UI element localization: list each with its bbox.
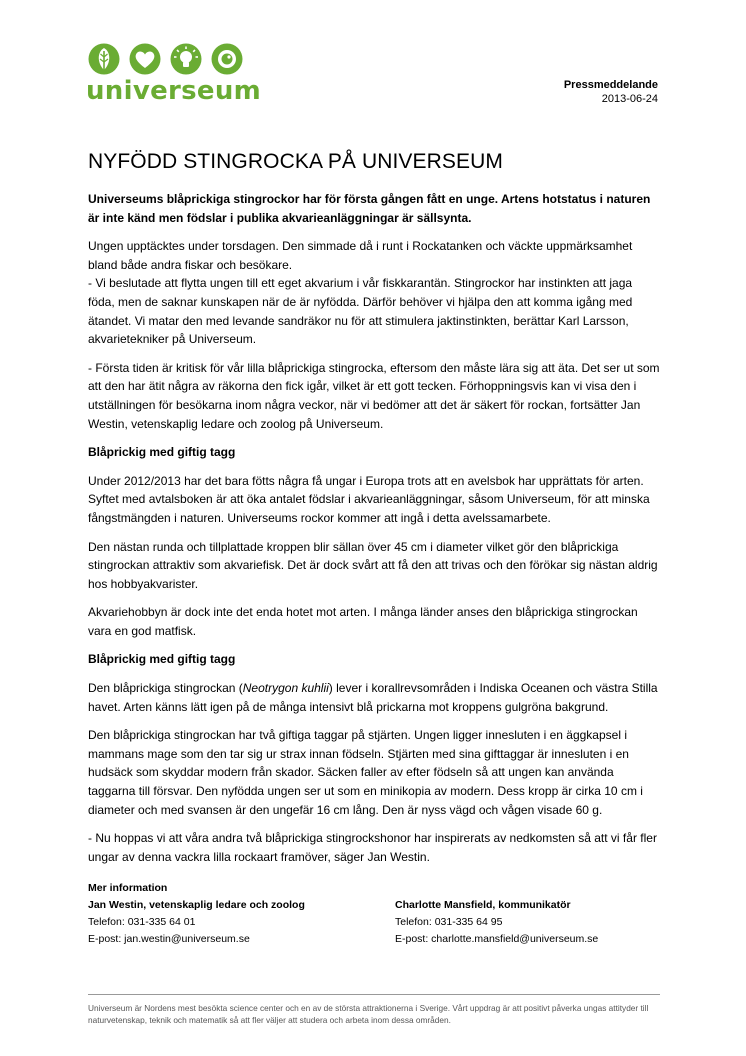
lead-paragraph: Universeums blåprickiga stingrockor har för första gången fått en unge. Artens hotstatus i naturen är inte känd men födslar i publika akvarieanläggningar är sällsynta. bbox=[88, 192, 651, 225]
section-heading-2: Blåprickig med giftig tagg bbox=[88, 652, 236, 667]
contact-right-email: E-post: charlotte.mansfield@universeum.se bbox=[395, 933, 599, 945]
paragraph-9: - Nu hoppas vi att våra andra två blåprickiga stingrockshonor har inspirerats av nedkomsten så att vi får fler ungar av denna vackra lilla rockaart framöver, säger Jan Westin. bbox=[88, 831, 657, 864]
contact-right-name: Charlotte Mansfield, kommunikatör bbox=[395, 899, 571, 911]
paragraph-2: - Vi beslutade att flytta ungen till ett eget akvarium i vår fiskkarantän. Stingrockor har instinkten att jaga föda, men de saknar kunskapen när de är nyfödda. Därför behöver vi hjälpa den att komma igång med ätandet. Vi matar den med levande sandräkor nu för att stimulera jaktinstinkten, berättar Karl Larsson, akvarietekniker på Universeum. bbox=[88, 276, 633, 347]
header-meta bbox=[564, 78, 658, 106]
paragraph-7 bbox=[88, 679, 660, 716]
contact-left bbox=[88, 897, 305, 948]
footer-divider bbox=[88, 994, 660, 995]
eye-icon bbox=[212, 44, 243, 75]
paragraph-4: Under 2012/2013 har det bara fötts några få ungar i Europa trots att en avelsbok har upprättats för arten. Syftet med avtalsboken är att öka antalet födslar i akvarieanläggningar, såsom Universeum, för att minska fångstmängden i naturen. Universeums rockor kommer att ingå i detta avelssamarbete. bbox=[88, 473, 650, 525]
paragraph-1: Ungen upptäcktes under torsdagen. Den simmade då i runt i Rockatanken och väckte uppmärksamhet bland både andra fiskar och besökare. bbox=[88, 239, 633, 272]
species-name: Neotrygon kuhlii bbox=[242, 681, 329, 696]
paragraph-7-start: Den blåprickiga stingrockan ( bbox=[88, 681, 243, 696]
universeum-logo bbox=[86, 42, 262, 108]
contact-info bbox=[88, 880, 660, 945]
paragraph-3: - Första tiden är kritisk för vår lilla blåprickiga stingrocka, eftersom den måste lära sig att äta. Det ser ut som att den har ätit några av räkorna den fick igår, vilket är ett gott tecken. Förhoppningsvis kan vi visa den i utställningen för besökarna inom några veckor, när vi bedömer att det är säkert för rockan, fortsätter Jan Westin, vetenskaplig ledare och zoolog på Universeum. bbox=[88, 360, 660, 431]
doc-type-label: Pressmeddelande bbox=[563, 79, 658, 91]
contact-right bbox=[395, 897, 598, 948]
paragraph-7-end: ) lever i korallrevsområden i Indiska Oceanen och västra Stilla havet. Arten känns lätt igen på de många intensivt blå prickarna mot kroppens gulgröna bakgrund. bbox=[88, 681, 658, 714]
doc-date: 2013-06-24 bbox=[601, 93, 658, 105]
paragraph-5: Den nästan runda och tillplattade kroppen blir sällan över 45 cm i diameter vilket gör den blåprickiga stingrockan attraktiv som akvariefisk. Det är dock svårt att få den att trivas och den förökar sig nästan aldrig hos hobbyakvarister. bbox=[88, 539, 658, 591]
footer-text: Universeum är Nordens mest besökta science center och en av de största attraktionerna i Sverige. Vårt uppdrag är att positivt påverka ungas attityder till naturvetenskap, teknik och matematik så att fler väljer att studera och arbeta inom dessa områden. bbox=[88, 1003, 649, 1025]
lightbulb-icon bbox=[171, 44, 202, 75]
paragraph-8: Den blåprickiga stingrockan har två giftiga taggar på stjärten. Ungen ligger innesluten i en äggkapsel i mammans mage som den tar sig ur strax innan födseln. Stjärten med sina gifttaggar är innesluten i en hudsäck som skyddar modern från skador. Säcken faller av efter födseln så att ungen kan använda taggarna till försvar. Den nyfödda ungen ser ut som en minikopia av modern. Dess kropp är cirka 10 cm i diameter och med svansen är den ungefär 16 cm lång. Den är nyss vägd och vågen visade 60 g. bbox=[88, 728, 643, 817]
leaf-icon bbox=[89, 44, 120, 75]
contact-left-email: E-post: jan.westin@universeum.se bbox=[88, 933, 250, 945]
contact-left-name: Jan Westin, vetenskaplig ledare och zoolog bbox=[88, 899, 305, 911]
page-title: NYFÖDD STINGROCKA PÅ UNIVERSEUM bbox=[88, 150, 503, 173]
article-body bbox=[88, 190, 660, 876]
contact-right-phone: Telefon: 031-335 64 95 bbox=[395, 916, 503, 928]
contact-left-phone: Telefon: 031-335 64 01 bbox=[88, 916, 196, 928]
heart-icon bbox=[130, 44, 161, 75]
contact-heading: Mer information bbox=[88, 882, 168, 894]
section-heading-1: Blåprickig med giftig tagg bbox=[88, 445, 236, 460]
logo-wordmark: universeum bbox=[86, 76, 262, 106]
paragraph-6: Akvariehobbyn är dock inte det enda hotet mot arten. I många länder anses den blåprickiga stingrockan vara en god matfisk. bbox=[88, 605, 638, 638]
logo-icons bbox=[88, 42, 252, 76]
